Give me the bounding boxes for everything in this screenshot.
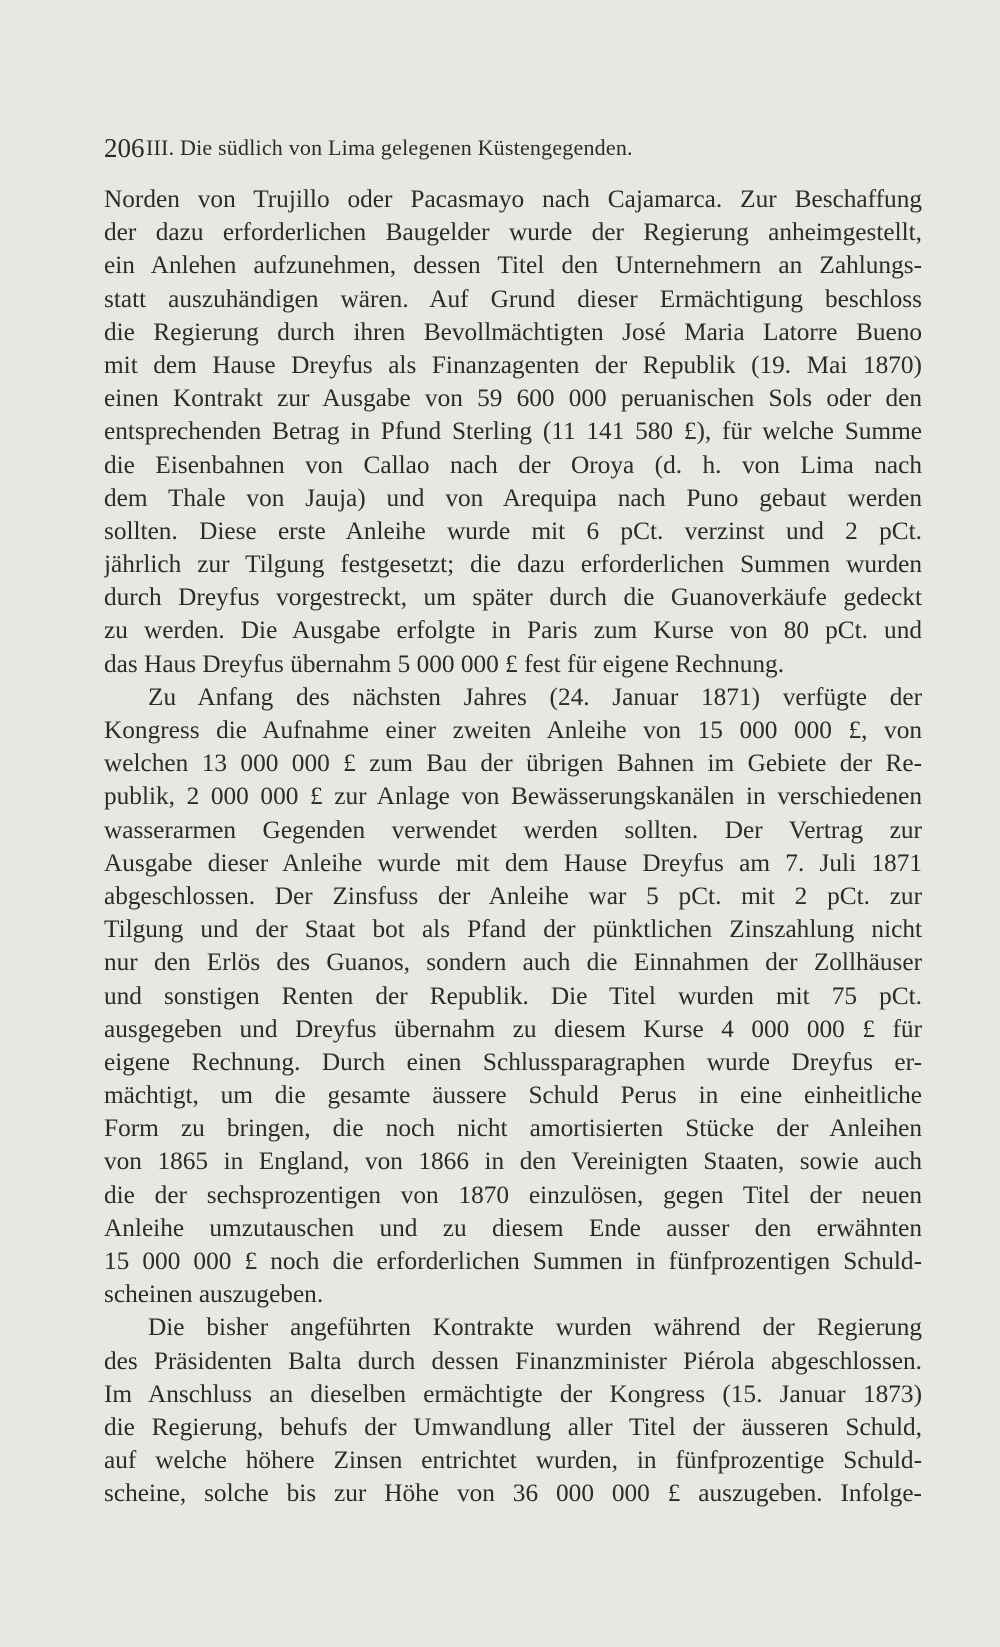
text-line: Ausgabe dieser Anleihe wurde mit dem Hause Dreyfus am 7. Juli 1871 <box>104 848 922 877</box>
text-line: zu werden. Die Ausgabe erfolgte in Paris zum Kurse von 80 pCt. und <box>104 616 922 645</box>
text-line: publik, 2 000 000 £ zur Anlage von Bewässerungskanälen in verschiedenen <box>104 782 922 811</box>
text-line: Zu Anfang des nächsten Jahres (24. Januar 1871) verfügte der <box>148 682 922 711</box>
text-line: entsprechenden Betrag in Pfund Sterling (11 141 580 £), für welche Summe <box>104 417 922 446</box>
text-line: und sonstigen Renten der Republik. Die Titel wurden mit 75 pCt. <box>104 981 922 1010</box>
text-line: das Haus Dreyfus übernahm 5 000 000 £ fest für eigene Rechnung. <box>104 649 785 678</box>
text-line: eigene Rechnung. Durch einen Schlussparagraphen wurde Dreyfus er- <box>104 1047 922 1076</box>
text-line: von 1865 in England, von 1866 in den Vereinigten Staaten, sowie auch <box>104 1147 922 1176</box>
text-line: Form zu bringen, die noch nicht amortisierten Stücke der Anleihen <box>104 1114 922 1143</box>
body-text <box>104 183 922 1511</box>
text-line: statt auszuhändigen wären. Auf Grund dieser Ermächtigung beschloss <box>104 284 922 313</box>
text-line: mächtigt, um die gesamte äussere Schuld Perus in eine einheitliche <box>104 1081 922 1110</box>
text-line: scheinen auszugeben. <box>104 1280 324 1309</box>
text-line: die der sechsprozentigen von 1870 einzulösen, gegen Titel der neuen <box>104 1180 922 1209</box>
text-line: jährlich zur Tilgung festgesetzt; die dazu erforderlichen Summen wurden <box>104 550 922 579</box>
text-line: Im Anschluss an dieselben ermächtigte der Kongress (15. Januar 1873) <box>104 1379 922 1408</box>
text-line: Die bisher angeführten Kontrakte wurden während der Regierung <box>148 1313 922 1342</box>
text-line: der dazu erforderlichen Baugelder wurde der Regierung anheimgestellt, <box>104 218 922 247</box>
text-line: des Präsidenten Balta durch dessen Finanzminister Piérola abgeschlossen. <box>104 1346 922 1375</box>
text-line: die Eisenbahnen von Callao nach der Oroya (d. h. von Lima nach <box>104 450 922 479</box>
text-line: ausgegeben und Dreyfus übernahm zu diesem Kurse 4 000 000 £ für <box>104 1014 922 1043</box>
text-line: mit dem Hause Dreyfus als Finanzagenten der Republik (19. Mai 1870) <box>104 350 922 379</box>
text-line: sollten. Diese erste Anleihe wurde mit 6 pCt. verzinst und 2 pCt. <box>104 516 922 545</box>
page-number: 206 <box>104 133 145 163</box>
text-line: Norden von Trujillo oder Pacasmayo nach Cajamarca. Zur Beschaffung <box>104 185 922 213</box>
text-line: die Regierung, behufs der Umwandlung aller Titel der äusseren Schuld, <box>104 1412 922 1441</box>
text-line: ein Anlehen aufzunehmen, dessen Titel den Unternehmern an Zahlungs- <box>104 251 922 280</box>
chapter-title: III. Die südlich von Lima gelegenen Küstengegenden. <box>146 135 633 160</box>
text-line: Kongress die Aufnahme einer zweiten Anleihe von 15 000 000 £, von <box>104 716 922 744</box>
text-line: nur den Erlös des Guanos, sondern auch die Einnahmen der Zollhäuser <box>104 948 922 977</box>
text-line: dem Thale von Jauja) und von Arequipa nach Puno gebaut werden <box>104 483 922 512</box>
text-line: die Regierung durch ihren Bevollmächtigten José Maria Latorre Bueno <box>104 317 922 346</box>
text-line: Tilgung und der Staat bot als Pfand der pünktlichen Zinszahlung nicht <box>104 915 922 944</box>
text-line: Anleihe umzutauschen und zu diesem Ende ausser den erwähnten <box>104 1213 922 1242</box>
text-line: welchen 13 000 000 £ zum Bau der übrigen Bahnen im Gebiete der Re- <box>104 749 922 778</box>
text-line: auf welche höhere Zinsen entrichtet wurden, in fünfprozentige Schuld- <box>104 1446 922 1475</box>
text-line: abgeschlossen. Der Zinsfuss der Anleihe war 5 pCt. mit 2 pCt. zur <box>104 881 922 910</box>
running-head <box>104 131 884 165</box>
text-line: einen Kontrakt zur Ausgabe von 59 600 000 peruanischen Sols oder den <box>104 384 922 413</box>
text-line: durch Dreyfus vorgestreckt, um später durch die Guanoverkäufe gedeckt <box>104 583 922 612</box>
text-line: scheine, solche bis zur Höhe von 36 000 000 £ auszugeben. Infolge- <box>104 1479 922 1508</box>
text-line: 15 000 000 £ noch die erforderlichen Summen in fünfprozentigen Schuld- <box>104 1247 922 1275</box>
text-line: wasserarmen Gegenden verwendet werden sollten. Der Vertrag zur <box>104 815 922 844</box>
